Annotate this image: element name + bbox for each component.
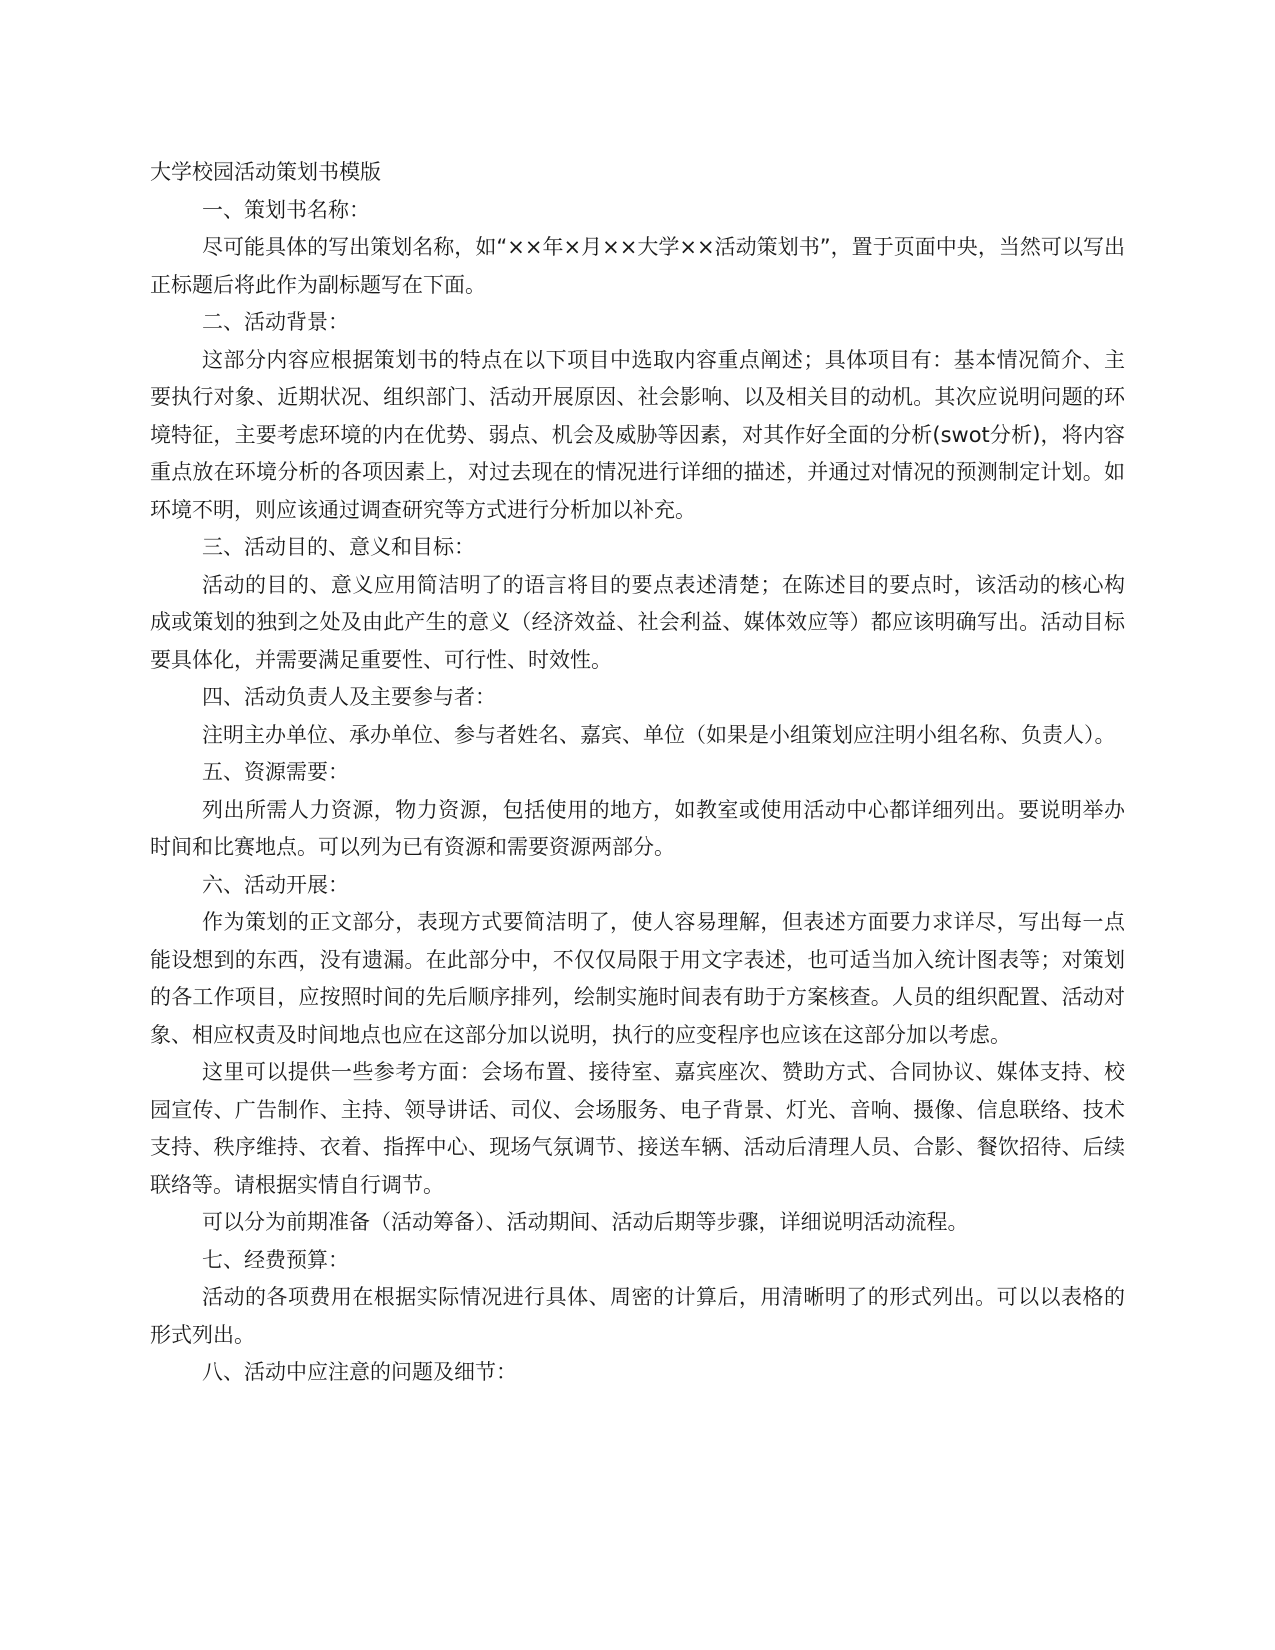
document-body (150, 154, 1125, 1392)
section-heading-3: 三、活动目的、意义和目标： (202, 535, 475, 559)
paragraph: 作为策划的正文部分，表现方式要简洁明了，使人容易理解，但表述方面要力求详尽，写出每一点能设想到的东西，没有遗漏。在此部分中，不仅仅局限于用文字表述，也可适当加入统计图表等；对策划的各工作项目，应按照时间的先后顺序排列，绘制实施时间表有助于方案核查。人员的组织配置、活动对象、相应权责及时间地点也应在这部分加以说明，执行的应变程序也应该在这部分加以考虑。 (150, 910, 1125, 1047)
section-heading-7: 七、经费预算： (202, 1247, 349, 1272)
paragraph: 尽可能具体的写出策划名称，如“××年×月××大学××活动策划书”，置于页面中央，当然可以写出正标题后将此作为副标题写在下面。 (150, 235, 1125, 297)
paragraph: 注明主办单位、承办单位、参与者姓名、嘉宾、单位（如果是小组策划应注明小组名称、负责人）。 (202, 722, 1116, 747)
section-heading-6: 六、活动开展： (202, 872, 349, 897)
section-heading-8: 八、活动中应注意的问题及细节： (202, 1360, 517, 1384)
section-heading-2: 二、活动背景： (202, 310, 349, 334)
paragraph: 可以分为前期准备（活动筹备）、活动期间、活动后期等步骤，详细说明活动流程。 (202, 1210, 969, 1234)
section-heading-5: 五、资源需要： (202, 760, 349, 784)
section-heading-1: 一、策划书名称： (202, 197, 370, 222)
paragraph: 活动的目的、意义应用简洁明了的语言将目的要点表述清楚；在陈述目的要点时，该活动的核心构成或策划的独到之处及由此产生的意义（经济效益、社会利益、媒体效应等）都应该明确写出。活动目标要具体化，并需要满足重要性、可行性、时效性。 (150, 572, 1125, 672)
paragraph: 这里可以提供一些参考方面：会场布置、接待室、嘉宾座次、赞助方式、合同协议、媒体支持、校园宣传、广告制作、主持、领导讲话、司仪、会场服务、电子背景、灯光、音响、摄像、信息联络、技术支持、秩序维持、衣着、指挥中心、现场气氛调节、接送车辆、活动后清理人员、合影、餐饮招待、后续联络等。请根据实情自行调节。 (150, 1060, 1125, 1197)
section-heading-4: 四、活动负责人及主要参与者： (202, 685, 496, 709)
paragraph: 列出所需人力资源，物力资源，包括使用的地方，如教室或使用活动中心都详细列出。要说明举办时间和比赛地点。可以列为已有资源和需要资源两部分。 (150, 797, 1125, 859)
paragraph: 这部分内容应根据策划书的特点在以下项目中选取内容重点阐述；具体项目有：基本情况简介、主要执行对象、近期状况、组织部门、活动开展原因、社会影响、以及相关目的动机。其次应说明问题的环境特征，主要考虑环境的内在优势、弱点、机会及威胁等因素，对其作好全面的分析(swot分析)，将内容重点放在环境分析的各项因素上，对过去现在的情况进行详细的描述，并通过对情况的预测制定计划。如环境不明，则应该通过调查研究等方式进行分析加以补充。 (150, 347, 1125, 522)
document-title: 大学校园活动策划书模版 (150, 160, 381, 184)
paragraph: 活动的各项费用在根据实际情况进行具体、周密的计算后，用清晰明了的形式列出。可以以表格的形式列出。 (150, 1285, 1125, 1347)
